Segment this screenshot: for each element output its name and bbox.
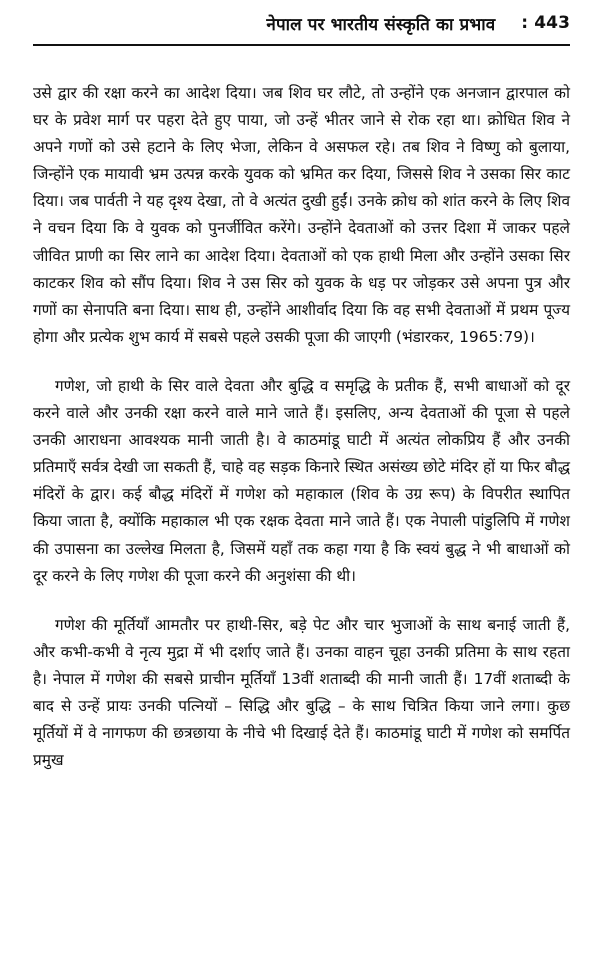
chapter-title: नेपाल पर भारतीय संस्कृति का प्रभाव: [266, 14, 496, 35]
running-header: [33, 0, 570, 40]
paragraph-1: उसे द्वार की रक्षा करने का आदेश दिया। जब शिव घर लौटे, तो उन्होंने एक अनजान द्वारपाल को घर के प्रवेश मार्ग पर पहरा देते हुए पाया, जो उन्हें भीतर जाने से रोक रहा था। क्रोधित शिव ने अपने गणों को उसे हटाने के लिए भेजा, लेकिन वे असफल रहे। तब शिव ने विष्णु को बुलाया, जिन्होंने एक मायावी भ्रम उत्पन्न करके युवक को भ्रमित कर दिया, जिससे शिव ने उसका सिर काट दिया। जब पार्वती ने यह दृश्य देखा, तो वे अत्यंत दुखी हुईं। उनके क्रोध को शांत करने के लिए शिव ने वचन दिया कि वे युवक को पुनर्जीवित करेंगे। उन्होंने देवताओं को उत्तर दिशा में जाकर पहले जीवित प्राणी का सिर लाने का आदेश दिया। देवताओं को एक हाथी मिला और उन्होंने उसका सिर काटकर शिव को सौंप दिया। शिव ने उस सिर को युवक के धड़ पर जोड़कर उसे अपना पुत्र और गणों का सेनापति बना दिया। साथ ही, उन्होंने आशीर्वाद दिया कि वह सभी देवताओं में प्रथम पूज्य होगा और प्रत्येक शुभ कार्य में सबसे पहले उसकी पूजा की जाएगी (भंडारकर, 1965:79)।: [33, 84, 570, 346]
page-number: : 443: [521, 13, 570, 33]
header-rule: [33, 44, 570, 46]
paragraph-3: गणेश की मूर्तियाँ आमतौर पर हाथी-सिर, बड़े पेट और चार भुजाओं के साथ बनाई जाती हैं, और कभी-कभी वे नृत्य मुद्रा में भी दर्शाए जाते हैं। उनका वाहन चूहा उनकी प्रतिमा के साथ रहता है। नेपाल में गणेश की सबसे प्राचीन मूर्तियाँ 13वीं शताब्दी की मानी जाती हैं। 17वीं शताब्दी के बाद से उन्हें प्रायः उनकी पत्नियों – सिद्धि और बुद्धि – के साथ चित्रित किया जाने लगा। कुछ मूर्तियों में वे नागफण की छत्रछाया के नीचे भी दिखाई देते हैं। काठमांडू घाटी में गणेश को समर्पित प्रमुख: [33, 615, 570, 770]
paragraph-2: गणेश, जो हाथी के सिर वाले देवता और बुद्धि व समृद्धि के प्रतीक हैं, सभी बाधाओं को दूर करने वाले और उनकी रक्षा करने वाले माने जाते हैं। इसलिए, अन्य देवताओं की पूजा से पहले उनकी आराधना आवश्यक मानी जाती है। वे काठमांडू घाटी में अत्यंत लोकप्रिय हैं और उनकी प्रतिमाएँ सर्वत्र देखी जा सकती हैं, चाहे वह सड़क किनारे स्थित असंख्य छोटे मंदिर हों या फिर बौद्ध मंदिरों के द्वार। कई बौद्ध मंदिरों में गणेश को महाकाल (शिव के उग्र रूप) के विपरीत स्थापित किया जाता है, क्योंकि महाकाल भी एक रक्षक देवता माने जाते हैं। एक नेपाली पांडुलिपि में गणेश की उपासना का उल्लेख मिलता है, जिसमें यहाँ तक कहा गया है कि स्वयं बुद्ध ने भी बाधाओं को दूर करने के लिए गणेश की पूजा करने की अनुशंसा की थी।: [33, 376, 570, 585]
